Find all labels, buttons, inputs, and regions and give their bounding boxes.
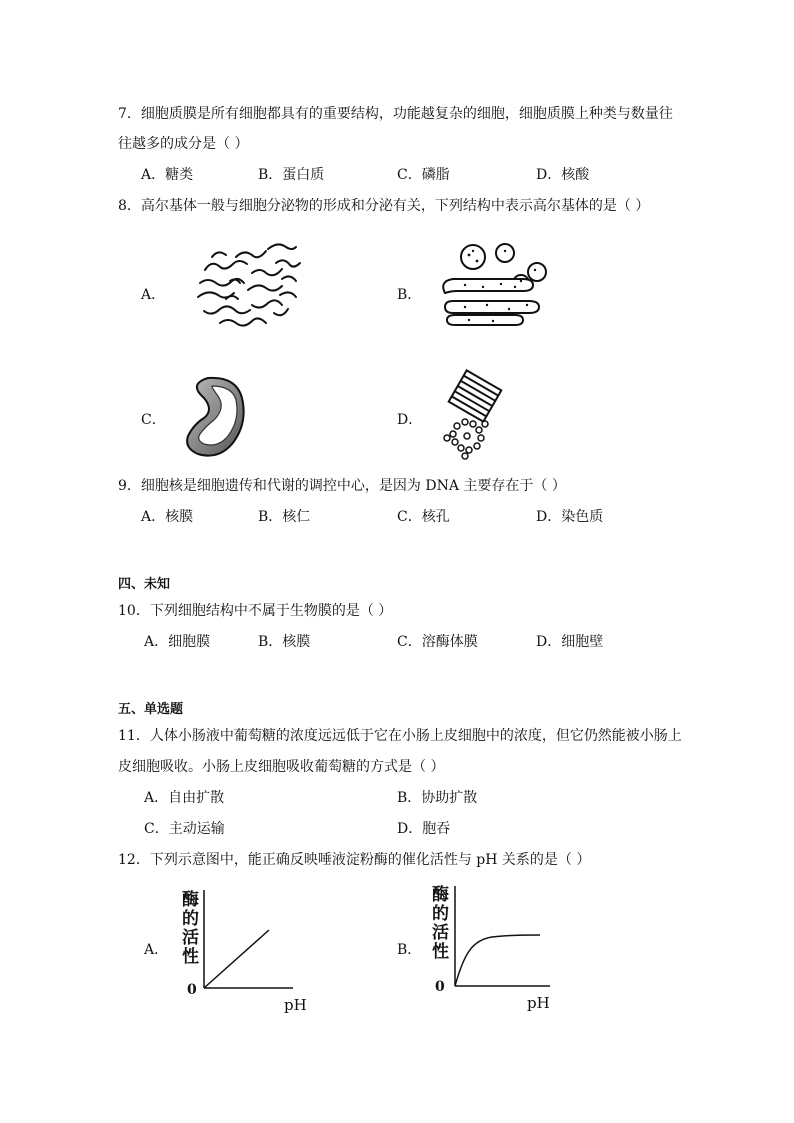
q10-option-a[interactable]: A．细胞膜	[144, 634, 211, 650]
section-five-heading: 五、单选题	[118, 702, 184, 717]
q7-option-a[interactable]: A．糖类	[141, 167, 194, 183]
q12-stem: 12．下列示意图中，能正确反映唾液淀粉酶的催化活性与 pH 关系的是（ ）	[118, 852, 591, 868]
graph-b-x-label: pH	[527, 994, 550, 1012]
q9-option-c[interactable]: C．核孔	[397, 509, 450, 525]
q10-stem: 10．下列细胞结构中不属于生物膜的是（ ）	[118, 603, 393, 619]
q8-option-a-label[interactable]: A．	[141, 287, 166, 303]
graph-b-origin: 0	[435, 979, 445, 995]
q8-option-b-label[interactable]: B．	[397, 287, 422, 303]
graph-a-origin: 0	[187, 982, 197, 998]
q9-option-d[interactable]: D．染色质	[536, 509, 604, 525]
graph-b-y-label-char-4: 性	[432, 942, 449, 962]
q11-stem-line1: 11．人体小肠液中葡萄糖的浓度远远低于它在小肠上皮细胞中的浓度，但它仍然能被小肠上	[118, 728, 682, 744]
q10-option-b[interactable]: B．核膜	[258, 634, 311, 650]
graph-b-y-label-char-2: 的	[432, 904, 449, 924]
centriole-illustration	[445, 372, 505, 462]
graph-b-y-label-char-1: 酶	[432, 885, 449, 905]
q7-option-c[interactable]: C．磷脂	[397, 167, 450, 183]
q11-option-c[interactable]: C．主动运输	[144, 821, 225, 837]
q11-option-a[interactable]: A．自由扩散	[144, 790, 225, 806]
graph-a-y-label-char-4: 性	[182, 947, 199, 967]
bean-organelle-illustration	[178, 372, 248, 462]
q11-stem-line2: 皮细胞吸收。小肠上皮细胞吸收葡萄糖的方式是（ ）	[118, 759, 445, 775]
q10-option-c[interactable]: C．溶酶体膜	[397, 634, 478, 650]
graph-a-y-label-char-3: 活	[182, 928, 199, 948]
graph-a-y-label-char-2: 的	[182, 909, 199, 929]
q9-option-a[interactable]: A．核膜	[141, 509, 194, 525]
graph-b-y-label-char-3: 活	[432, 923, 449, 943]
graph-a-linear-curve	[195, 888, 295, 998]
golgi-apparatus-illustration	[435, 235, 555, 335]
q8-stem: 8．高尔基体一般与细胞分泌物的形成和分泌有关，下列结构中表示高尔基体的是（ ）	[118, 198, 650, 214]
q7-stem-line2: 往越多的成分是（ ）	[118, 136, 249, 152]
q12-option-a-label[interactable]: A．	[144, 942, 169, 958]
graph-b-saturation-curve	[446, 884, 556, 994]
q8-option-c-label[interactable]: C．	[141, 412, 166, 428]
q7-option-b[interactable]: B．蛋白质	[258, 167, 325, 183]
q11-option-d[interactable]: D．胞吞	[397, 821, 451, 837]
q10-option-d[interactable]: D．细胞壁	[536, 634, 604, 650]
graph-a-x-label: pH	[284, 996, 307, 1014]
q11-option-b[interactable]: B．协助扩散	[397, 790, 478, 806]
q12-option-b-label[interactable]: B．	[397, 942, 422, 958]
q9-stem: 9．细胞核是细胞遗传和代谢的调控中心，是因为 DNA 主要存在于（ ）	[118, 478, 566, 494]
q9-option-b[interactable]: B．核仁	[258, 509, 311, 525]
section-four-heading: 四、未知	[118, 577, 171, 592]
q7-option-d[interactable]: D．核酸	[536, 167, 590, 183]
q7-stem-line1: 7．细胞质膜是所有细胞都具有的重要结构，功能越复杂的细胞，细胞质膜上种类与数量往	[118, 106, 673, 122]
endoplasmic-reticulum-illustration	[190, 235, 310, 335]
q8-option-d-label[interactable]: D．	[397, 412, 423, 428]
graph-a-y-label-char-1: 酶	[182, 890, 199, 910]
